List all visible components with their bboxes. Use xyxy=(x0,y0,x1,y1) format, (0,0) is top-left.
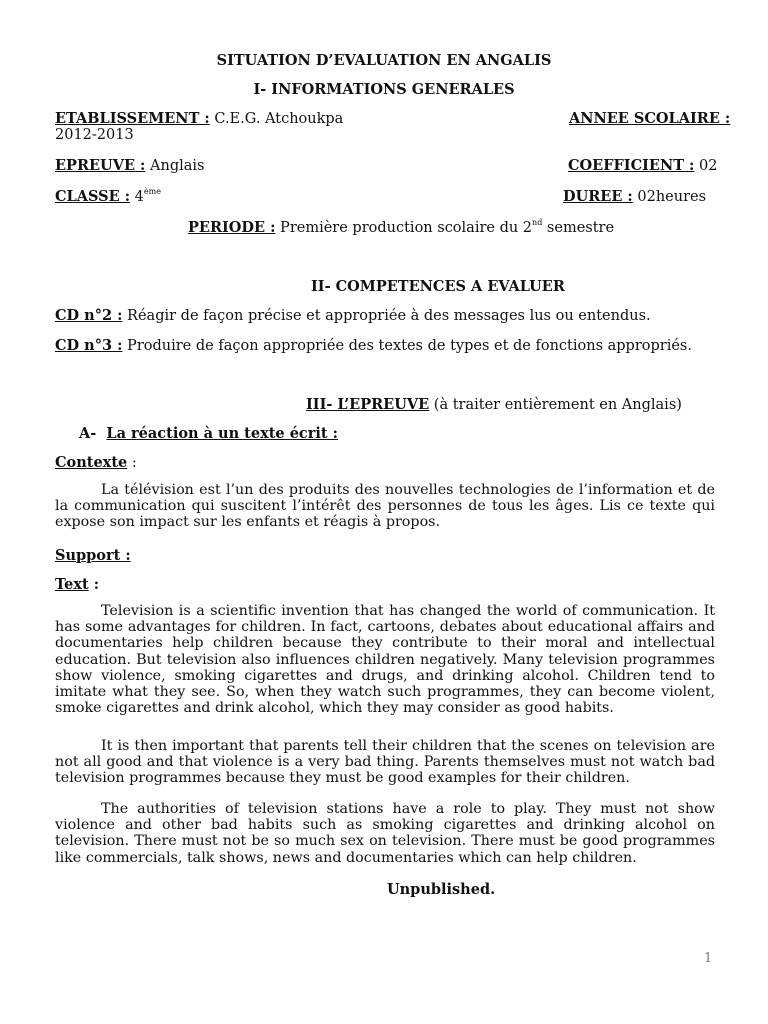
text-colon: : xyxy=(88,576,100,593)
classe-superscript: ème xyxy=(143,187,161,196)
section-3-heading: III- L’EPREUVE xyxy=(306,396,430,413)
section-3-heading-line xyxy=(306,396,682,414)
epreuve-value: Anglais xyxy=(145,158,205,174)
cd3-text: Produire de façon appropriée des textes de types et de fonctions appropriés. xyxy=(122,338,692,354)
contexte-paragraph: La télévision est l’un des produits des nouvelles technologies de l’information et de la communication qui suscitent l’intérêt des personnes de tous les âges. Lis ce texte qui expose son impact sur les enfants et réagis à propos. xyxy=(55,482,715,531)
periode-label: PERIODE : xyxy=(188,219,276,236)
duree-label: DUREE : xyxy=(563,188,633,205)
cd3-label: CD n°3 : xyxy=(55,337,123,354)
text-label: Text xyxy=(55,576,89,593)
classe-label: CLASSE : xyxy=(55,188,131,205)
coefficient-line xyxy=(568,157,717,175)
text-paragraph-3: The authorities of television stations have a role to play. They must not show violence and other bad habits such as smoking cigarettes and drinking alcohol on television. There must not be so much sex on television. There must be good programmes like commercials, talk shows, news and documentaries which can help children. xyxy=(55,801,715,866)
annee-scolaire-label: ANNEE SCOLAIRE : xyxy=(569,110,731,127)
classe-line xyxy=(55,188,161,206)
text-label-line xyxy=(55,576,99,594)
periode-line xyxy=(188,219,614,237)
section-1-heading: I- INFORMATIONS GENERALES xyxy=(253,81,515,98)
part-a-title: La réaction à un texte écrit : xyxy=(106,425,339,442)
epreuve-label: EPREUVE : xyxy=(55,157,146,174)
contexte-label-line xyxy=(55,454,137,472)
epreuve-line xyxy=(55,157,204,175)
coefficient-value: 02 xyxy=(694,158,718,174)
contexte-colon: : xyxy=(127,455,137,471)
cd2-label: CD n°2 : xyxy=(55,307,123,324)
coefficient-label: COEFFICIENT : xyxy=(568,157,695,174)
document-title: SITUATION D’EVALUATION EN ANGALIS xyxy=(216,52,552,69)
cd2-text: Réagir de façon précise et appropriée à des messages lus ou entendus. xyxy=(122,308,651,324)
contexte-label: Contexte xyxy=(55,454,128,471)
section-2-heading: II- COMPETENCES A EVALUER xyxy=(311,278,565,295)
etablissement-label: ETABLISSEMENT : xyxy=(55,110,210,127)
section-3-note: (à traiter entièrement en Anglais) xyxy=(429,397,682,413)
part-a-marker: A- xyxy=(79,425,97,442)
support-label: Support : xyxy=(55,547,131,564)
part-a-heading xyxy=(79,425,338,442)
duree-value: 02heures xyxy=(632,189,707,205)
periode-value: Première production scolaire du 2 xyxy=(275,220,533,236)
cd3-line xyxy=(55,337,692,355)
text-paragraph-1: Television is a scientific invention that has changed the world of communication. It has some advantages for children. In fact, cartoons, debates about educational affairs and documentaries help children because they contribute to their moral and intellectual education. But television also influences children negatively. Many television programmes show violence, smoking cigarettes and drugs, and drinking alcohol. Children tend to imitate what they see. So, when they watch such programmes, they can become violent, smoke cigarettes and drink alcohol, which they may consider as good habits. xyxy=(55,603,715,717)
page-number: 1 xyxy=(704,951,713,966)
text-source: Unpublished. xyxy=(387,881,496,898)
cd2-line xyxy=(55,307,651,325)
annee-scolaire-value: 2012-2013 xyxy=(55,127,134,143)
periode-end: semestre xyxy=(542,220,615,236)
etablissement-value: C.E.G. Atchoukpa xyxy=(209,111,344,127)
text-paragraph-2: It is then important that parents tell their children that the scenes on television are not all good and that violence is a very bad thing. Parents themselves must not watch bad television programmes because they must be good examples for their children. xyxy=(55,738,715,787)
etablissement-line xyxy=(55,110,343,128)
periode-superscript: nd xyxy=(532,218,543,227)
classe-value: 4 xyxy=(130,189,144,205)
duree-line xyxy=(563,188,706,206)
